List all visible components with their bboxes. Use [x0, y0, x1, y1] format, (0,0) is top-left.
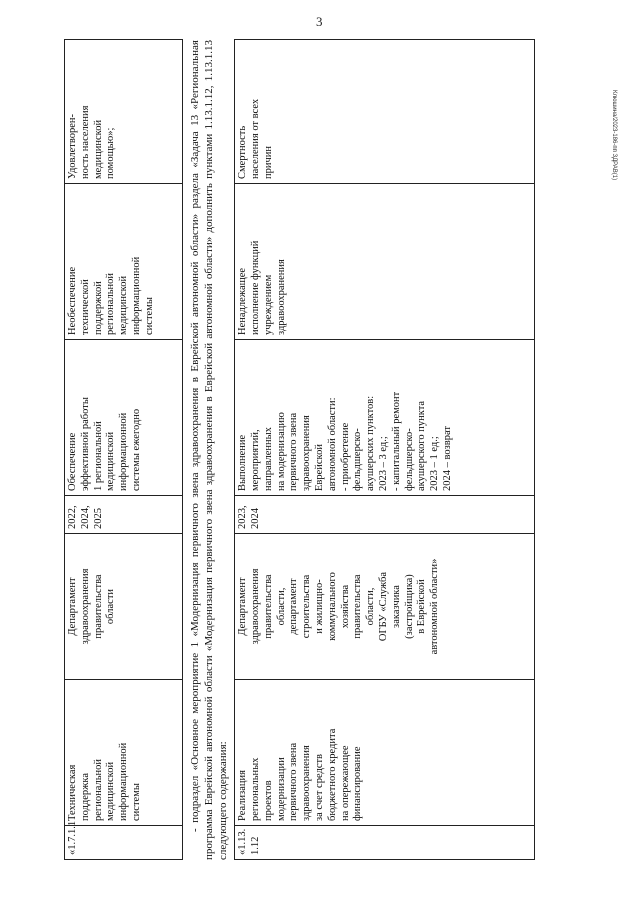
cell-executor: Департамент здравоохранения правительства области [65, 534, 183, 680]
cell-number: «1.13. 1.12 [235, 826, 535, 860]
rotated-page-content [64, 40, 584, 860]
table-row [235, 40, 535, 860]
side-note [609, 90, 621, 730]
program-table-1 [64, 39, 183, 860]
cell-measure-name: Техническая поддержка региональной медицинской информационной системы [65, 680, 183, 826]
cell-years: 2022, 2024, 2025 [65, 496, 183, 534]
program-table-2 [234, 39, 535, 860]
cell-expected-result: Обеспечение эффективной работы 1 региональной медицинской информационной системы ежегодно [65, 340, 183, 496]
document-body [64, 40, 535, 860]
cell-years: 2023, 2024 [235, 496, 535, 534]
cell-indicator: Смертность населения от всех причин [235, 40, 535, 184]
cell-number: «1.7.1.1 [65, 826, 183, 860]
table-row [65, 40, 183, 860]
cell-executor: Департамент здравоохранения правительства области, департамент строительства и жилищно- коммунального хозяйства правительства области, ОГБУ «Служба заказчика (застройщика) в Еврейской автономной области» [235, 534, 535, 680]
cell-indicator: Удовлетворен- ность населения медицинской помощью»; [65, 40, 183, 184]
cell-consequence: Ненадлежащее исполнение функций учреждением здравоохранения [235, 184, 535, 340]
cell-measure-name: Реализация региональных проектов модернизации первичного звена здравоохранения за счет средств бюджетного кредита на опережающее финансирование [235, 680, 535, 826]
cell-expected-result: Выполнение мероприятий, направленных на модернизацию первичного звена здравоохранения Еврейской автономной области: - приобретение фельдшерско- акушерских пунктов: 2023 – 3 ед.; - капитальный ремонт фельдшерско- акушерского пункта 2023 – 1 ед.; 2024 – возврат [235, 340, 535, 496]
cell-consequence: Необеспечение технической поддержкой региональной медицинской информационной системы [65, 184, 183, 340]
page-number: 3 [316, 14, 323, 29]
amendment-paragraph: - подраздел «Основное мероприятие 1 «Модернизация первичного звена здравоохранения в Еврейской автономной области» раздела «Задача 13 «Региональная программа Еврейской автономной области «Модернизация первичного звена здравоохранения в Еврейской автономной области» дополнить пунктами 1.13.1.12, 1.13.1.13 следующего содержания: [189, 40, 229, 860]
side-note-text: Клюшина/2023-186-пп ЗДРАВ(1) [611, 90, 617, 181]
